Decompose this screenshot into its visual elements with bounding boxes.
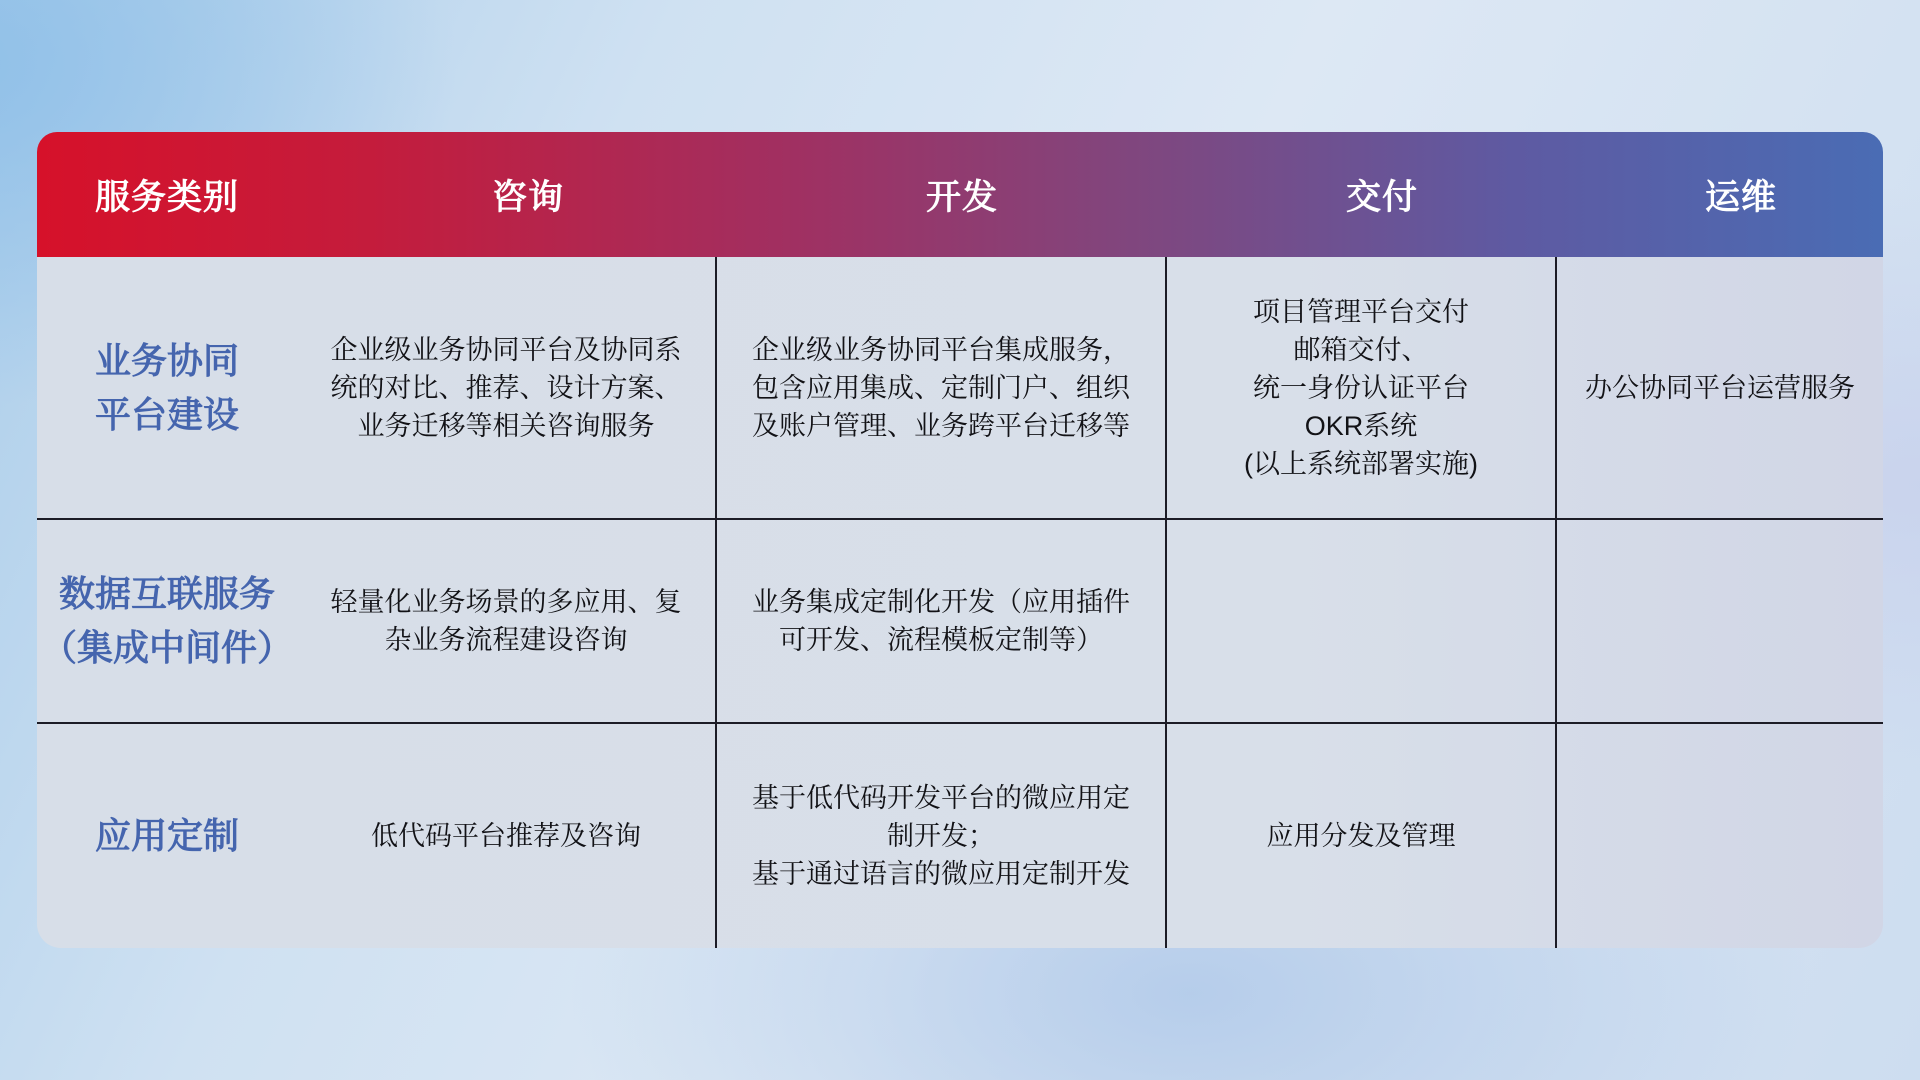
- header-cell-consulting: [297, 132, 715, 257]
- header-label-consulting: 咨询: [491, 177, 564, 217]
- header-label-operations: 运维: [1704, 177, 1777, 217]
- header-cell-operations: [1555, 132, 1883, 257]
- header-cell-delivery: [1165, 132, 1555, 257]
- table-row-collaboration-platform: [37, 257, 1883, 518]
- header-cell-development: [715, 132, 1165, 257]
- header-cell-service-category: [37, 132, 297, 257]
- cell-r1-consulting: 企业级业务协同平台及协同系 统的对比、推荐、设计方案、 业务迁移等相关咨询服务: [330, 334, 682, 441]
- cell-r3-development: 基于低代码开发平台的微应用定 制开发； 基于通过语言的微应用定制开发: [715, 724, 1165, 948]
- table-body: [37, 257, 1883, 948]
- cell-r1-development: 企业级业务协同平台集成服务， 包含应用集成、定制门户、组织 及账户管理、业务跨平台迁移等: [715, 257, 1165, 518]
- cell-r2-consulting: 轻量化业务场景的多应用、复 杂业务流程建设咨询: [330, 587, 682, 655]
- services-table: [37, 132, 1883, 948]
- cell-r3-consulting: 低代码平台推荐及咨询: [371, 821, 641, 851]
- cell-r2-development: 业务集成定制化开发（应用插件 可开发、流程模板定制等）: [715, 520, 1165, 722]
- cell-r3-category: 应用定制: [94, 815, 239, 856]
- header-label-delivery: 交付: [1345, 177, 1418, 217]
- cell-r1-delivery: 项目管理平台交付 邮箱交付、 统一身份认证平台 OKR系统 (以上系统部署实施): [1165, 257, 1555, 518]
- table-header-row: [37, 132, 1883, 257]
- cell-r2-delivery: [1165, 520, 1555, 722]
- header-label-development: 开发: [925, 177, 998, 217]
- header-label-service-category: 服务类别: [94, 177, 239, 217]
- cell-r1-operations: 办公协同平台运营服务: [1555, 257, 1883, 518]
- cell-r2-operations: [1555, 520, 1883, 722]
- cell-r1-category: 业务协同 平台建设: [94, 339, 239, 435]
- table-row-app-customization: [37, 722, 1883, 948]
- cell-r3-delivery: 应用分发及管理: [1165, 724, 1555, 948]
- table-row-data-interconnect: [37, 518, 1883, 722]
- cell-r2-category: 数据互联服务 （集成中间件）: [40, 573, 293, 668]
- cell-r3-operations: [1555, 724, 1883, 948]
